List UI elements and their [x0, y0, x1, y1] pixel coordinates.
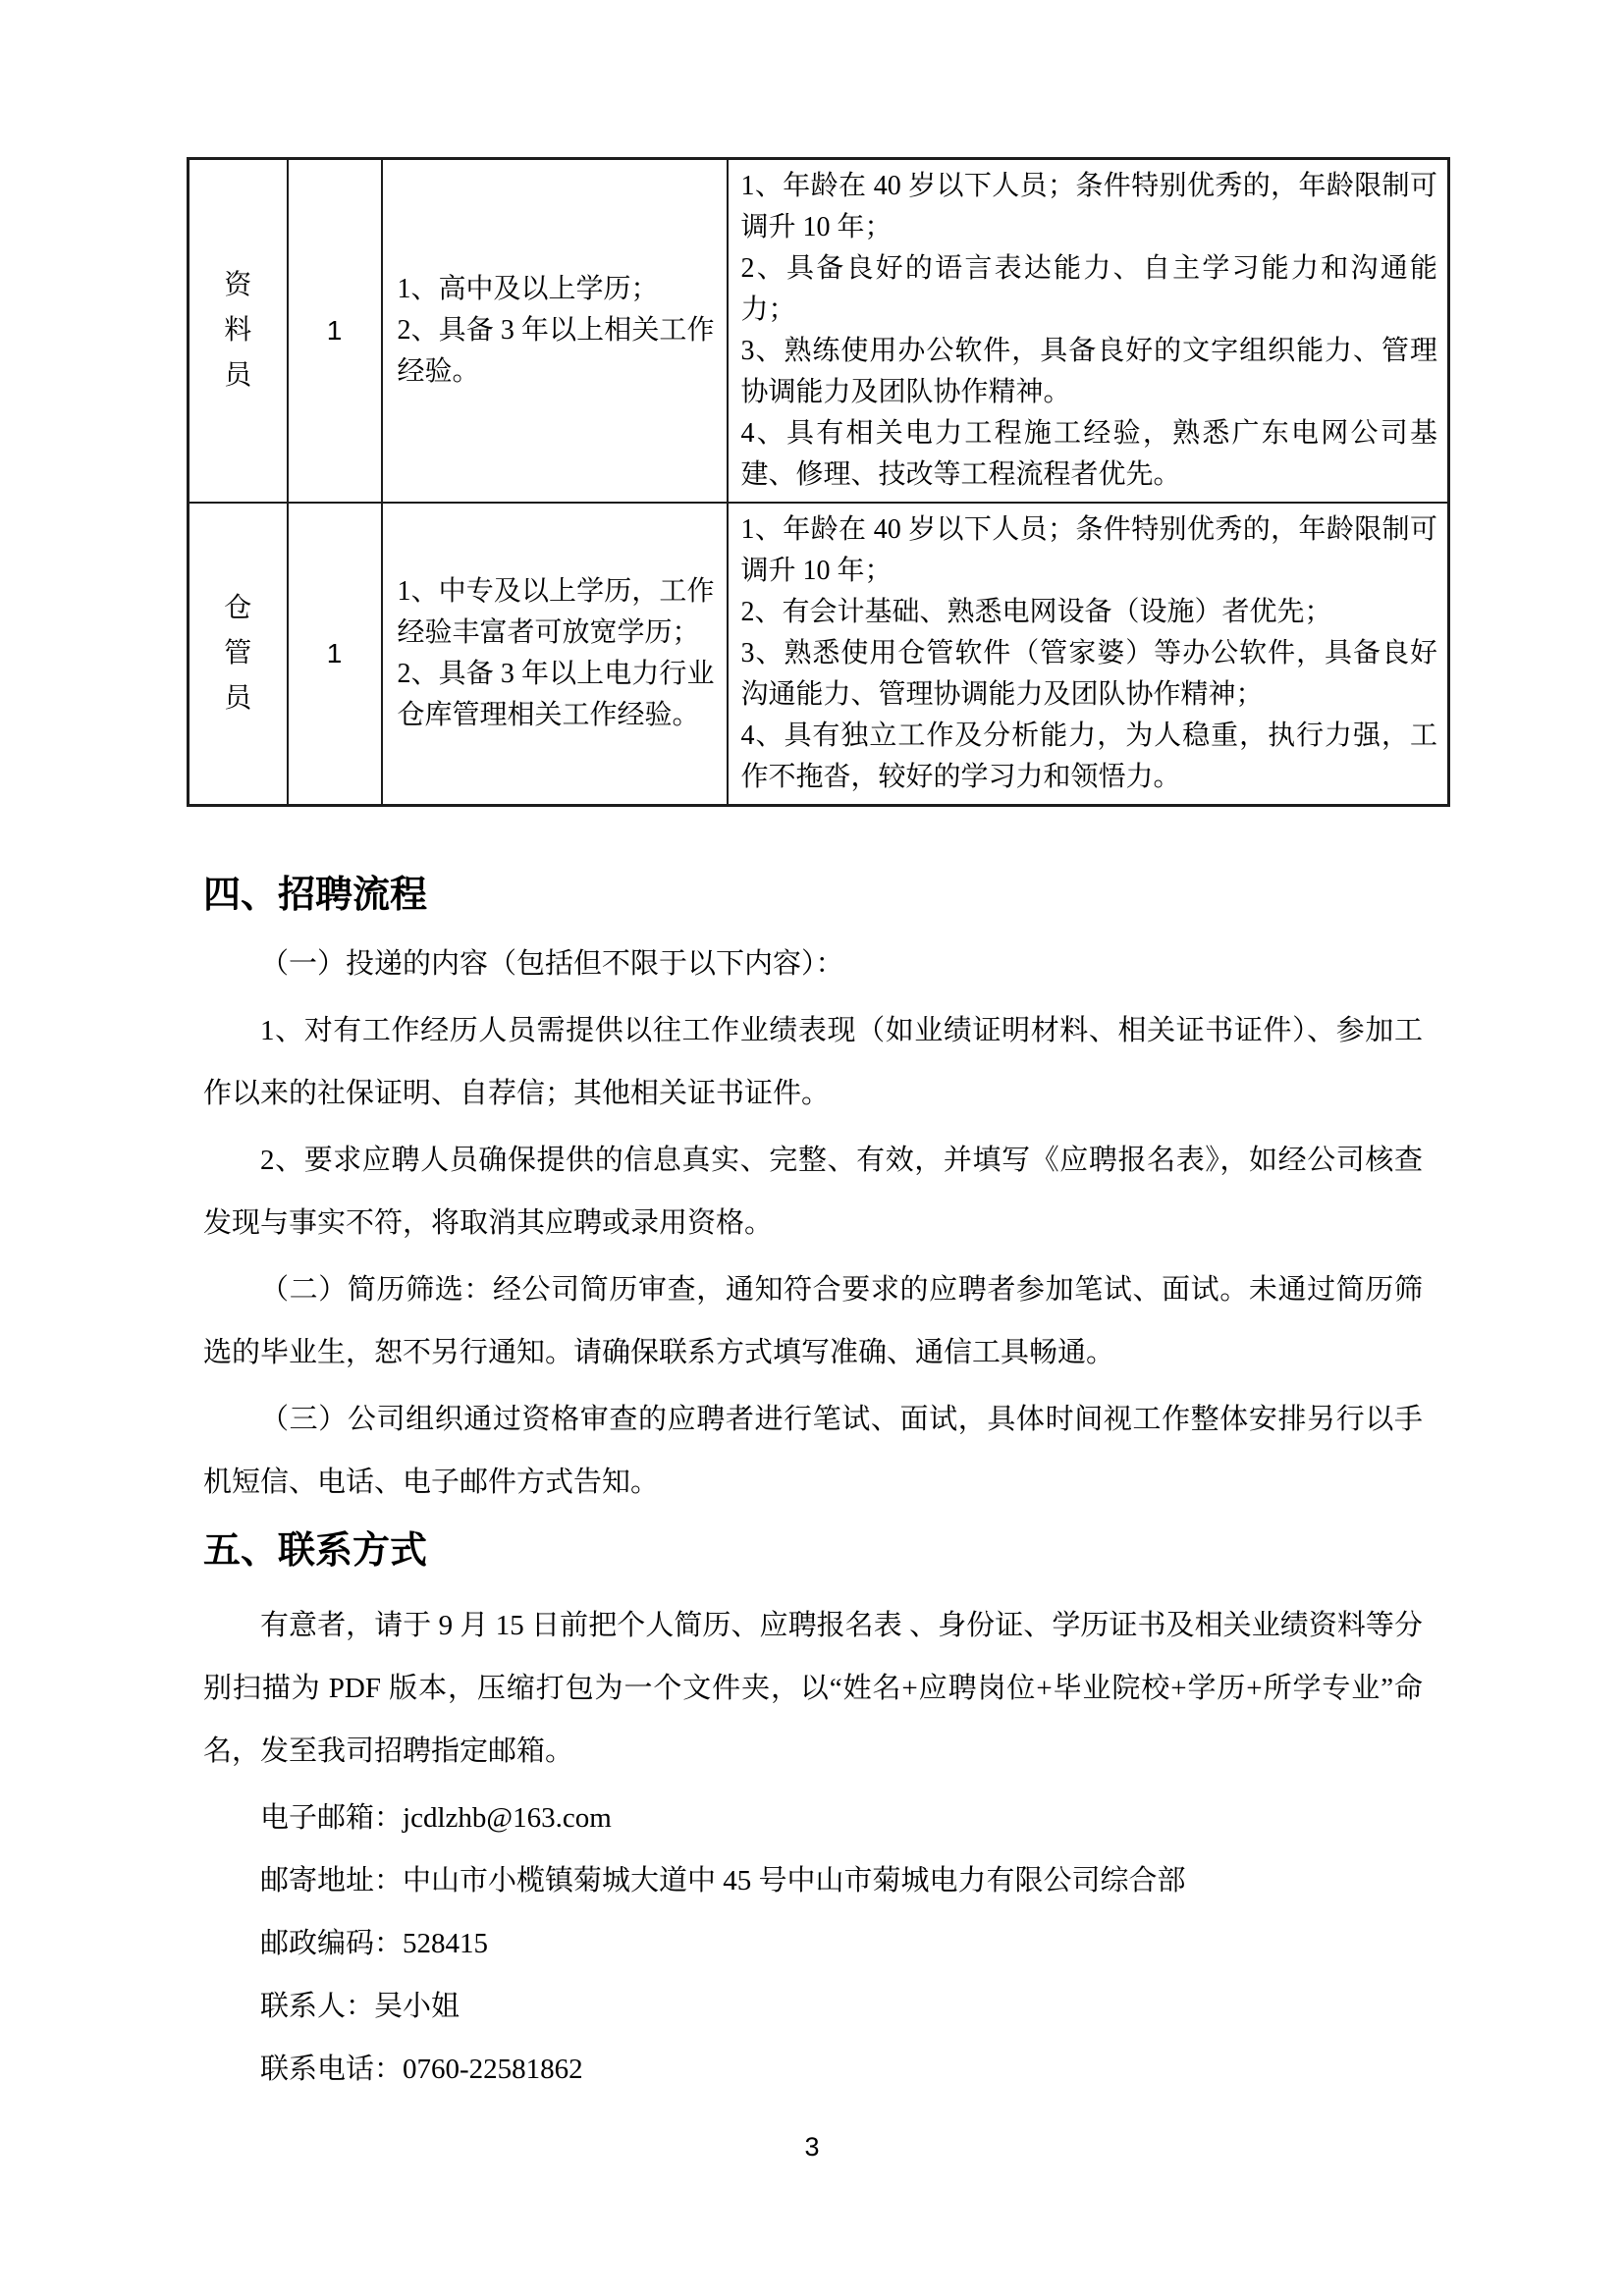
position-name-cell — [189, 503, 288, 806]
requirement-item: 2、具备良好的语言表达能力、自主学习能力和沟通能力； — [740, 253, 1437, 325]
position-requirements-cell — [728, 159, 1449, 504]
contact-label: 邮政编码： — [260, 1928, 404, 1959]
contact-line-email — [203, 1787, 1423, 1849]
contact-label: 电子邮箱： — [260, 1802, 404, 1834]
requirement-item: 4、具有相关电力工程施工经验，熟悉广东电网公司基建、修理、技改等工程流程者优先。 — [740, 418, 1437, 490]
contact-label: 联系电话： — [260, 2054, 404, 2085]
requirement-item: 2、有会计基础、熟悉电网设备（设施）者优先； — [740, 597, 1332, 627]
contact-line-phone — [203, 2038, 1423, 2101]
contact-intro-paragraph: 有意者，请于 9 月 15 日前把个人简历、应聘报名表 、身份证、学历证书及相关业绩资料等分别扫描为 PDF 版本，压缩打包为一个文件夹，以“姓名+应聘岗位+毕业院校+学历+所学专业”命名，发至我司招聘指定邮箱。 — [203, 1610, 1423, 1767]
table-row-data-clerk — [189, 159, 1449, 504]
section-heading-contact-info: 五、联系方式 — [203, 1530, 428, 1572]
position-name-cell — [189, 159, 288, 504]
contact-label: 联系人： — [260, 1991, 375, 2022]
recruitment-paragraph-exam-notice: （三）公司组织通过资格审查的应聘者进行笔试、面试，具体时间视工作整体安排另行以手机短信、电话、电子邮件方式告知。 — [203, 1404, 1423, 1498]
page-number: 3 — [804, 2132, 820, 2162]
position-name: 资料员 — [224, 270, 252, 391]
contact-value-address: 中山市小榄镇菊城大道中 45 号中山市菊城电力有限公司综合部 — [403, 1865, 1186, 1896]
position-name: 仓管员 — [224, 593, 252, 714]
table-row-warehouse-keeper — [189, 503, 1449, 806]
requirement-item: 3、熟悉使用仓管软件（管家婆）等办公软件，具备良好沟通能力、管理协调能力及团队协作精神； — [740, 638, 1437, 710]
contact-value-phone: 0760-22581862 — [403, 2054, 583, 2085]
contact-line-contact-person — [203, 1975, 1423, 2038]
contact-value-postal-code: 528415 — [403, 1928, 489, 1959]
position-requirements-cell — [728, 503, 1449, 806]
recruitment-paragraph-delivery-content: （一）投递的内容（包括但不限于以下内容）： — [260, 948, 844, 980]
section-heading-recruitment-process: 四、招聘流程 — [203, 875, 428, 916]
position-count-cell: 1 — [288, 159, 382, 504]
position-qualifications-cell — [382, 159, 728, 504]
recruitment-positions-table — [187, 157, 1450, 807]
qualification-item: 1、中专及以上学历，工作经验丰富者可放宽学历； — [397, 576, 715, 648]
qualification-item: 1、高中及以上学历； — [397, 274, 659, 304]
requirement-item: 3、熟练使用办公软件，具备良好的文字组织能力、管理协调能力及团队协作精神。 — [740, 336, 1437, 407]
recruitment-paragraph-work-experience: 1、对有工作经历人员需提供以往工作业绩表现（如业绩证明材料、相关证书证件）、参加工作以来的社保证明、自荐信；其他相关证书证件。 — [203, 1015, 1423, 1109]
position-qualifications-cell — [382, 503, 728, 806]
contact-value-person: 吴小姐 — [374, 1991, 460, 2022]
qualification-item: 2、具备 3 年以上相关工作经验。 — [397, 315, 715, 387]
contact-label: 邮寄地址： — [260, 1865, 404, 1896]
position-count-cell: 1 — [288, 503, 382, 806]
requirement-item: 4、具有独立工作及分析能力，为人稳重，执行力强，工作不拖沓，较好的学习力和领悟力。 — [740, 721, 1437, 792]
contact-value-email: jcdlzhb@163.com — [403, 1802, 612, 1834]
contact-line-postal-code — [203, 1912, 1423, 1975]
requirement-item: 1、年龄在 40 岁以下人员；条件特别优秀的，年龄限制可调升 10 年； — [740, 514, 1437, 586]
qualification-item: 2、具备 3 年以上电力行业仓库管理相关工作经验。 — [397, 659, 715, 730]
contact-line-mail-address — [203, 1849, 1423, 1912]
requirement-item: 1、年龄在 40 岁以下人员；条件特别优秀的，年龄限制可调升 10 年； — [740, 171, 1437, 242]
recruitment-paragraph-resume-screening: （二）简历筛选：经公司简历审查，通知符合要求的应聘者参加笔试、面试。未通过简历筛选的毕业生，恕不另行通知。请确保联系方式填写准确、通信工具畅通。 — [203, 1274, 1423, 1368]
recruitment-paragraph-information-truth: 2、要求应聘人员确保提供的信息真实、完整、有效，并填写《应聘报名表》，如经公司核查发现与事实不符，将取消其应聘或录用资格。 — [203, 1145, 1423, 1239]
